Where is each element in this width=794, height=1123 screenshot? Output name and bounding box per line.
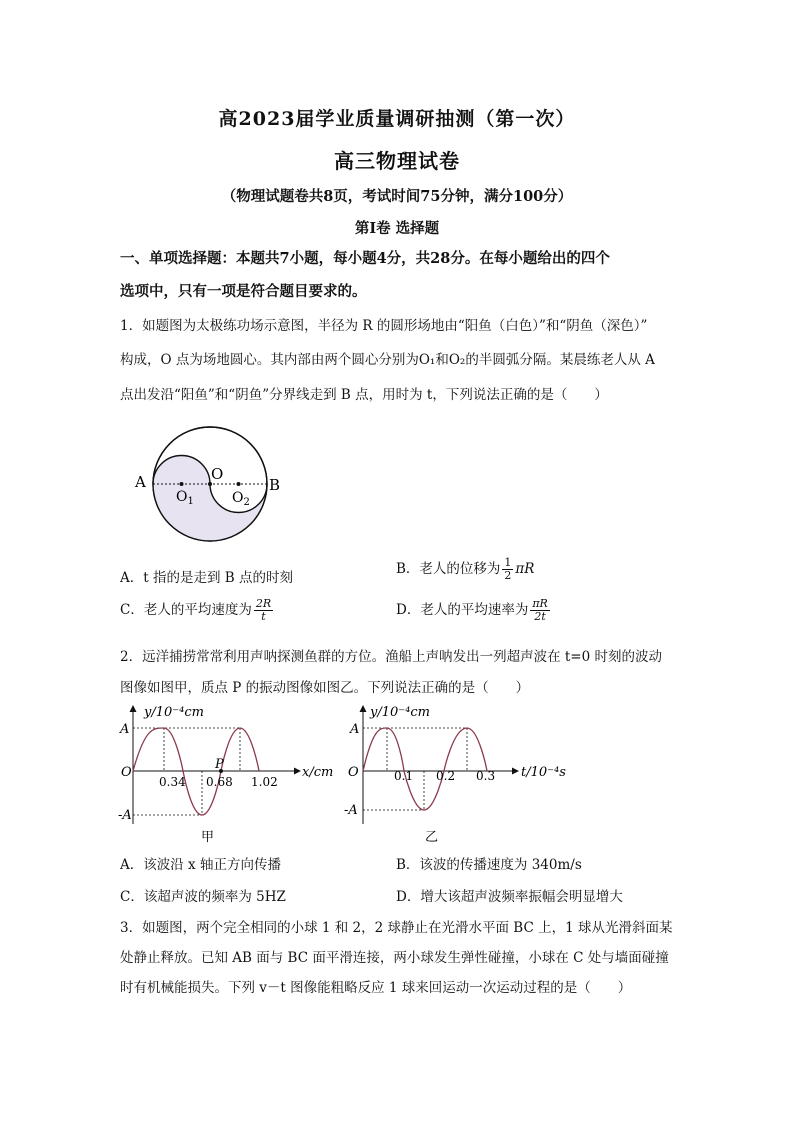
q1-text-line3: 点出发沿“阳鱼”和“阴鱼”分界线走到 B 点，用时为 t，下列说法正确的是（ ） <box>120 387 608 403</box>
label-A: A <box>135 473 146 491</box>
neg-amp-label: -A <box>344 803 358 818</box>
q1-option-b: B．老人的位移为 $\frac{1}{2}$ πR <box>396 556 535 582</box>
exam-note: （物理试题卷共8页，考试时间75分钟，满分100分） <box>221 188 573 205</box>
label-O: O <box>211 465 224 483</box>
x-tick: 0.68 <box>206 775 233 789</box>
neg-amp-label: -A <box>118 808 132 823</box>
amp-label: A <box>350 722 360 737</box>
origin-label: O <box>121 765 132 780</box>
q2-option-c: C．该超声波的频率为 5HZ <box>120 889 286 905</box>
part-heading: 第I卷 选择题 <box>354 220 440 237</box>
t-tick: 0.2 <box>436 769 456 783</box>
q1-text-line1: 1．如题图为太极练功场示意图，半径为 R 的圆形场地由“阳鱼（白色）”和“阴鱼（深色）” <box>120 318 648 334</box>
exam-title: 高2023届学业质量调研抽测（第一次） <box>218 108 576 130</box>
x-axis-label: x/cm <box>302 765 334 780</box>
section-heading-line1: 一、单项选择题：本题共7小题，每小题4分，共28分。在每小题给出的四个 <box>120 250 610 267</box>
q2-option-a: A．该波沿 x 轴正方向传播 <box>120 857 281 873</box>
q2-text-line1: 2．远洋捕捞常常利用声呐探测鱼群的方位。渔船上声呐发出一列超声波在 t=0 时刻的波动 <box>120 649 662 665</box>
q3-text-line1: 3．如题图，两个完全相同的小球 1 和 2，2 球静止在光滑水平面 BC 上，1 球从光滑斜面某 <box>120 920 673 936</box>
x-axis-label: t/10⁻⁴s <box>521 765 566 780</box>
caption-yi: 乙 <box>425 830 439 845</box>
x-tick: 0.34 <box>159 775 186 789</box>
caption-jia: 甲 <box>201 830 215 845</box>
origin-label: O <box>348 765 359 780</box>
vibration-graph-yi <box>340 700 580 848</box>
vibration-curve <box>363 728 487 810</box>
taiji-figure <box>130 420 300 555</box>
y-axis-label: y/10⁻⁴cm <box>144 705 204 720</box>
label-B: B <box>269 476 281 494</box>
q1-option-d: D．老人的平均速率为 $\frac{\pi R}{2t}$ <box>396 597 548 623</box>
exam-subtitle: 高三物理试卷 <box>334 149 460 173</box>
section-heading-line2: 选项中，只有一项是符合题目要求的。 <box>120 283 367 300</box>
y-axis-label: y/10⁻⁴cm <box>370 705 430 720</box>
amp-label: A <box>120 722 130 737</box>
q1-option-a: A．t 指的是走到 B 点的时刻 <box>120 570 293 586</box>
q3-text-line2: 处静止释放。已知 AB 面与 BC 面平滑连接，两小球发生弹性碰撞，小球在 C 处与墙面碰撞 <box>120 950 669 966</box>
q2-text-line2: 图像如图甲，质点 P 的振动图像如图乙。下列说法正确的是（ ） <box>120 680 530 696</box>
t-tick: 0.1 <box>394 769 414 783</box>
label-O1: $O_1$ <box>176 489 194 507</box>
t-tick: 0.3 <box>476 769 496 783</box>
x-tick: 1.02 <box>251 775 278 789</box>
q3-text-line3: 时有机械能损失。下列 v－t 图像能粗略反应 1 球来回运动一次运动过程的是（ ） <box>120 980 632 996</box>
q2-option-d: D．增大该超声波频率振幅会明显增大 <box>396 889 623 905</box>
point-P-label: P <box>215 757 224 772</box>
q2-option-b: B．该波的传播速度为 340m/s <box>396 857 582 873</box>
q1-option-c: C．老人的平均速度为 $\frac{2R}{t}$ <box>120 597 272 623</box>
q1-text-line2: 构成，O 点为场地圆心。其内部由两个圆心分别为O₁和O₂的半圆弧分隔。某晨练老人从 A <box>120 352 655 368</box>
wave-graph-jia <box>118 700 340 848</box>
label-O2: $O_2$ <box>232 490 250 508</box>
